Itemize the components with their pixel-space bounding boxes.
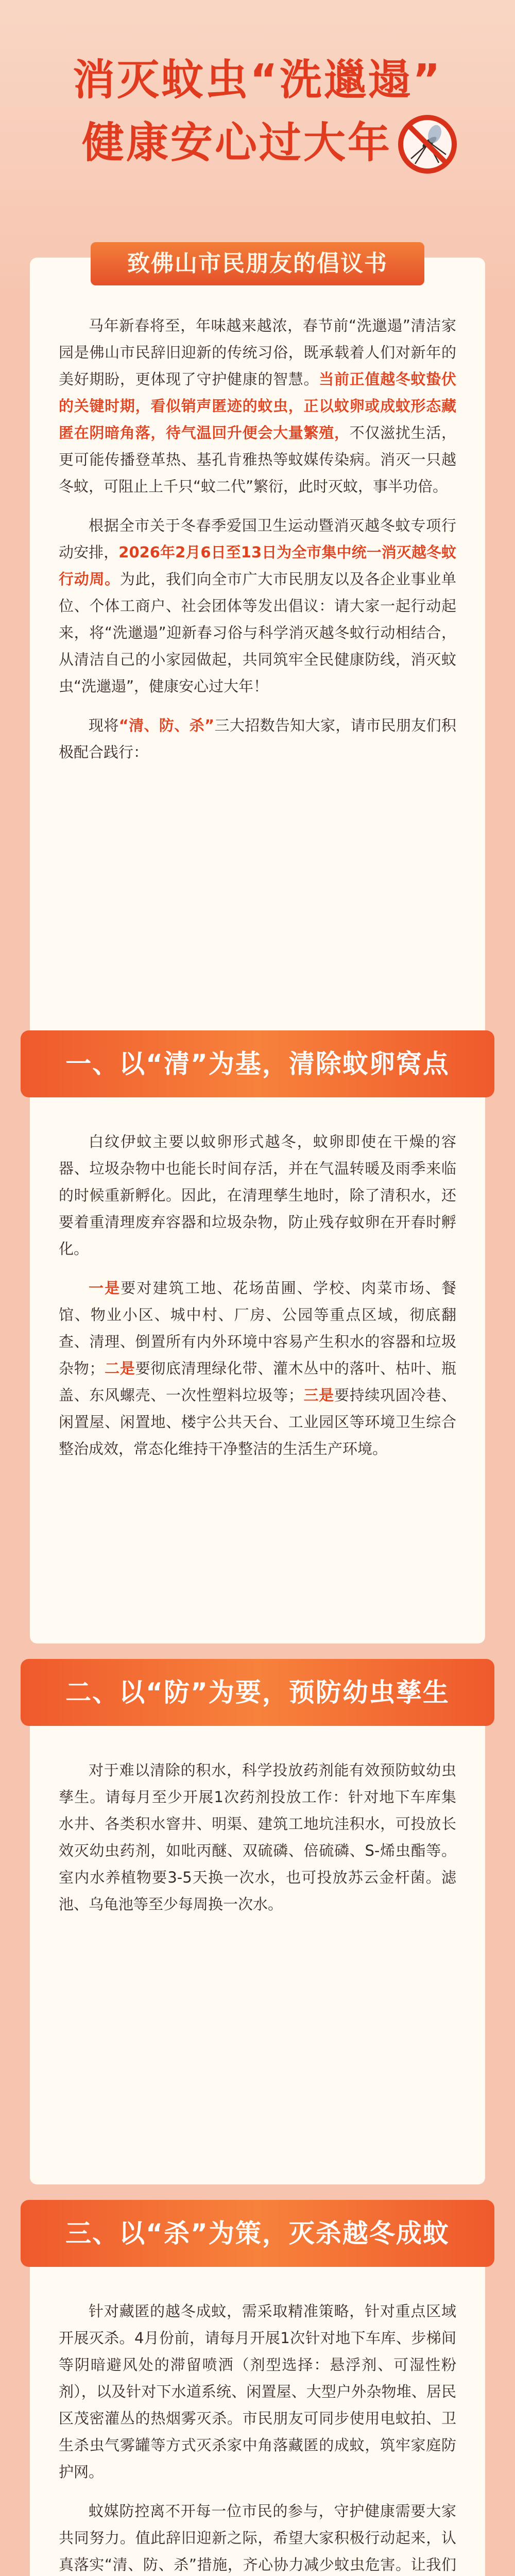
hero-title-line2: 健康安心过大年	[81, 118, 392, 167]
hero-title-line1: 消灭蚊虫“洗邋遢”	[73, 56, 442, 105]
section3-paragraph-2: 蚊媒防控离不开每一位市民的参与，守护健康需要大家共同努力。值此辞旧迎新之际，希望大家积极行动起来，认真落实“清、防、杀”措施，齐心协力减少蚊虫危害。让我们	[59, 2502, 456, 2573]
intro-paragraph-3	[59, 712, 456, 766]
section3-header	[0, 2200, 515, 2267]
section1-paragraph-1: 白纹伊蚊主要以蚊卵形式越冬，蚊卵即使在干燥的容器、垃圾杂物中也能长时间存活，并在气温转暖及雨季来临的时候重新孵化。因此，在清理孳生地时，除了清积水，还要着重清理废弃容器和垃圾杂物，防止残存蚊卵在开春时孵化。	[59, 1133, 456, 1258]
section1-point-2-text: 要彻底清理绿化带、灌木丛中的落叶、枯叶、瓶盖、东风螺壳、一次性塑料垃圾等；	[59, 1360, 456, 1404]
intro-p1-text-b: 不仅滋扰生活，更可能传播登革热、基孔肯雅热等蚊媒传染病。消灭一只越冬蚊，可阻止上千只“蚊二代”繁衍，此时灭蚊，事半功倍。	[59, 424, 456, 495]
section1-title: 一、以“清”为基，清除蚊卵窝点	[65, 1049, 450, 1079]
no-mosquito-icon	[397, 113, 458, 175]
section2-header	[0, 1659, 515, 1726]
intro-p3-highlight: “清、防、杀”	[118, 717, 215, 734]
section1-point-1-label: 一是	[89, 1279, 121, 1297]
section1-card	[30, 1061, 485, 1643]
section1-point-2-label: 二是	[104, 1360, 135, 1377]
section1-point-3-text: 要持续巩固冷巷、闲置屋、闲置地、楼宇公共天台、工业园区等环境卫生综合整治成效，常态化维持干净整洁的生活生产环境。	[59, 1386, 456, 1458]
section1-paragraph-2	[59, 1275, 456, 1462]
intro-p1-text-a: 马年新春将至，年味越来越浓，春节前“洗邋遢”清洁家园是佛山市民辞旧迎新的传统习俗，既承载着人们对新年的美好期盼，更体现了守护健康的智慧。	[59, 317, 456, 388]
ribbon-title: 致佛山市民朋友的倡议书	[91, 242, 424, 285]
intro-card	[30, 258, 485, 1037]
section1-point-1-text: 要对建筑工地、花场苗圃、学校、肉菜市场、餐馆、物业小区、城中村、厂房、公园等重点区域，彻底翻查、清理、倒置所有内外环境中容易产生积水的容器和垃圾杂物；	[59, 1279, 456, 1377]
section2-title: 二、以“防”为要，预防幼虫孳生	[65, 1677, 450, 1707]
intro-body	[59, 312, 456, 778]
intro-paragraph-1	[59, 312, 456, 500]
section1-header	[0, 1030, 515, 1097]
section3-paragraph-1: 针对藏匿的越冬成蚊，需采取精准策略，针对重点区域开展灭杀。4月份前，请每月开展1次针对地下车库、步梯间等阴暗避风处的滞留喷洒（剂型选择：悬浮剂、可湿性粉剂），以及针对下水道系统、闲置屋、大型户外杂物堆、居民区茂密灌丛的热烟雾灭杀。市民朋友可同步使用电蚊拍、卫生杀虫气雾罐等方式灭杀家中角落藏匿的成蚊，筑牢家庭防护网。	[59, 2302, 456, 2481]
intro-p2-text-b: 为此，我们向全市广大市民朋友以及各企业事业单位、个体工商户、社会团体等发出倡议：请大家一起行动起来，将“洗邋遢”迎新春习俗与科学消灭越冬蚊行动相结合，从清洁自己的小家园做起，共同筑牢全民健康防线，消灭蚊虫“洗邋遢”，健康安心过大年！	[59, 570, 456, 695]
section3-card	[30, 2231, 485, 2576]
hero-banner	[0, 0, 515, 242]
section1-point-3-label: 三是	[303, 1386, 334, 1404]
intro-p3-text-b: 三大招数告知大家，请市民朋友们积极配合践行：	[59, 717, 456, 761]
intro-p3-text-a: 现将	[89, 717, 119, 734]
intro-p2-highlight: 2026年2月6日至13日为全市集中统一消灭越冬蚊行动周。	[59, 544, 456, 588]
section3-title: 三、以“杀”为策，灭杀越冬成蚊	[65, 2218, 450, 2248]
section3-body	[59, 2298, 456, 2576]
intro-p2-text-a: 根据全市关于冬春季爱国卫生运动暨消灭越冬蚊专项行动安排，	[59, 517, 456, 561]
section1-body	[59, 1128, 456, 1475]
section2-card	[30, 1690, 485, 2184]
section2-body	[59, 1757, 456, 1930]
intro-p1-highlight: 当前正值越冬蚊蛰伏的关键时期，看似销声匿迹的蚊虫，正以蚊卵或成蚊形态藏匿在阴暗角落，待气温回升便会大量繁殖，	[59, 370, 456, 442]
section2-paragraph-1: 对于难以清除的积水，科学投放药剂能有效预防蚊幼虫孳生。请每月至少开展1次药剂投放工作：针对地下车库集水井、各类积水窨井、明渠、建筑工地坑洼积水，可投放长效灭幼虫药剂，如吡丙醚、双硫磷、倍硫磷、S-烯虫酯等。室内水养植物要3-5天换一次水，也可投放苏云金杆菌。滤池、乌龟池等至少每周换一次水。	[59, 1761, 456, 1913]
intro-paragraph-2	[59, 512, 456, 700]
